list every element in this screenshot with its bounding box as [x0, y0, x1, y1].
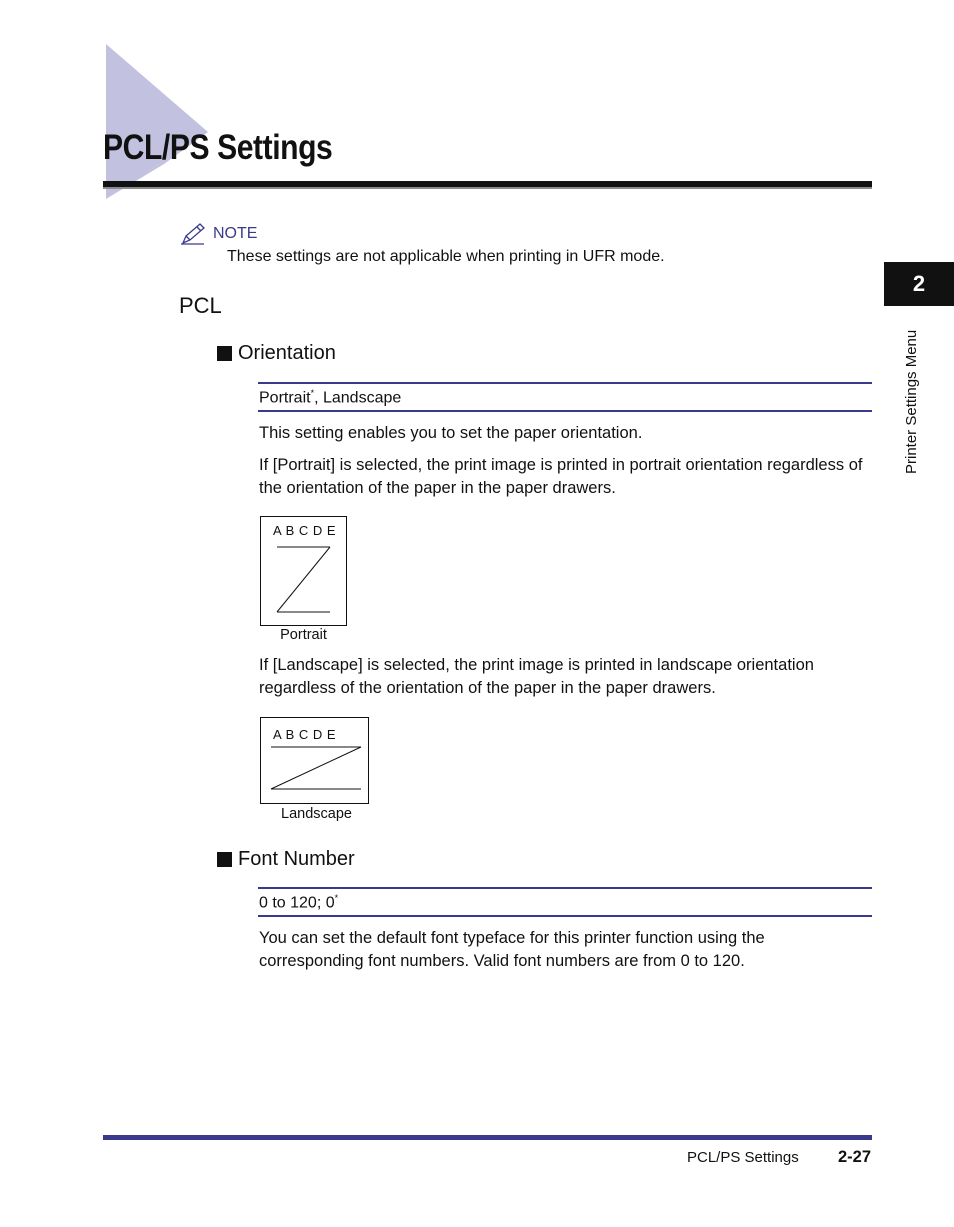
square-bullet-icon [217, 852, 232, 867]
portrait-diagram-letters: A B C D E [273, 523, 337, 538]
title-rule-shadow [103, 187, 872, 189]
landscape-diagram [260, 717, 369, 804]
note-text: These settings are not applicable when printing in UFR mode. [227, 248, 665, 265]
portrait-caption: Portrait [280, 627, 327, 643]
landscape-diagram-lines [261, 718, 368, 803]
page-number: 2-27 [838, 1148, 872, 1166]
font-number-heading-text: Font Number [238, 848, 355, 870]
note-label: NOTE [213, 225, 258, 242]
landscape-diagram-letters: A B C D E [273, 727, 337, 742]
pencil-note-icon [180, 223, 206, 245]
orientation-heading-text: Orientation [238, 342, 336, 364]
section-heading-pcl: PCL [179, 293, 222, 318]
footer-section-title: PCL/PS Settings [687, 1149, 799, 1166]
page-title: PCL/PS Settings [103, 128, 333, 167]
chapter-tab-label: Printer Settings Menu [903, 329, 920, 474]
font-number-para-1: You can set the default font typeface for this printer function using the corresponding font numbers. Valid font numbers are from 0 to 120. [259, 929, 765, 970]
footer-rule [103, 1135, 872, 1140]
orientation-options-bar [258, 382, 872, 412]
font-number-options: 0 to 120; 0* [259, 893, 339, 912]
orientation-heading [217, 342, 336, 365]
font-number-options-bar [258, 887, 872, 917]
landscape-caption: Landscape [281, 806, 352, 822]
orientation-para-1: This setting enables you to set the paper orientation. [259, 424, 643, 442]
chapter-tab[interactable]: 2 [884, 262, 954, 306]
portrait-diagram-lines [261, 517, 346, 625]
orientation-para-3: If [Landscape] is selected, the print image is printed in landscape orientation regardless of the orientation of the paper in the paper drawers. [259, 656, 814, 697]
orientation-para-2: If [Portrait] is selected, the print image is printed in portrait orientation regardless of the orientation of the paper in the paper drawers. [259, 456, 863, 497]
title-triangle-decoration [104, 44, 214, 204]
square-bullet-icon [217, 346, 232, 361]
font-number-heading [217, 848, 355, 871]
orientation-options: Portrait*, Landscape [259, 388, 402, 407]
portrait-diagram [260, 516, 347, 626]
